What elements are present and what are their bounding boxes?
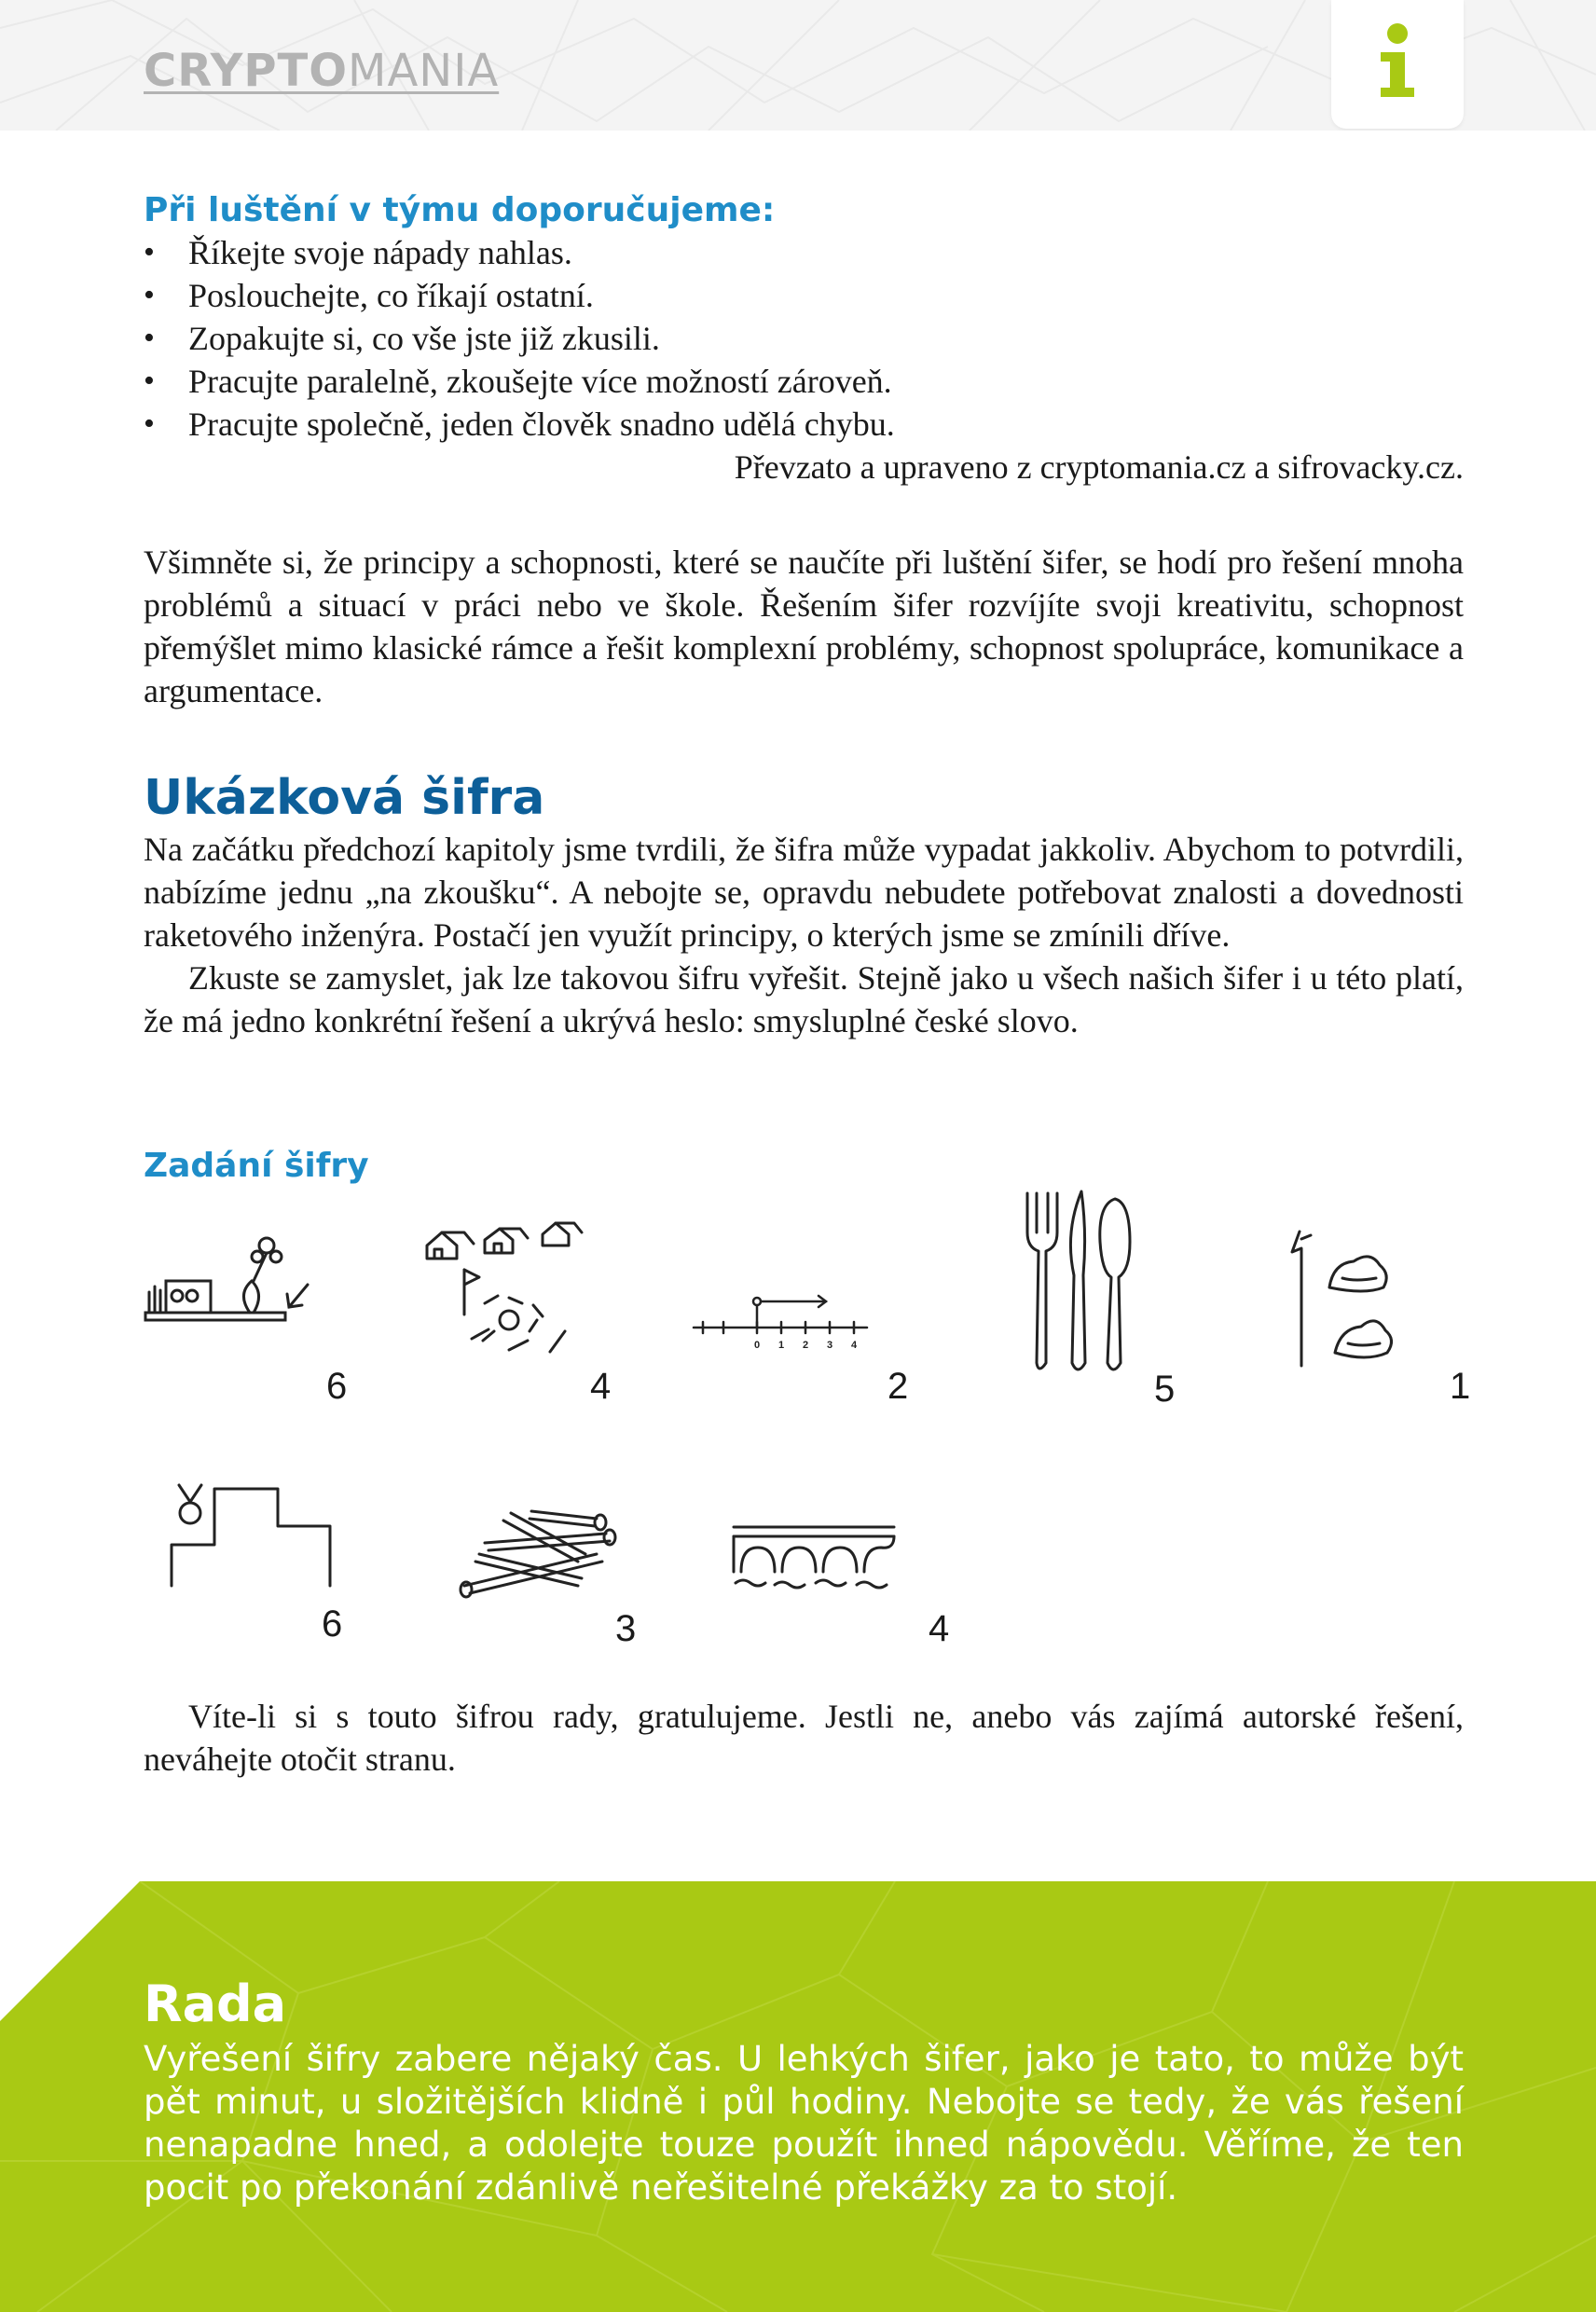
brand-logo-light: MANIA bbox=[348, 45, 500, 97]
hats-and-coat-rack-icon bbox=[1286, 1226, 1417, 1384]
list-item: • Říkejte svoje nápady nahlas. bbox=[144, 231, 1464, 274]
shelf-with-vase-icon bbox=[140, 1229, 326, 1331]
closing-section bbox=[144, 1695, 1464, 1781]
puzzle-item-1 bbox=[140, 1229, 326, 1336]
wood-pile-icon bbox=[457, 1496, 625, 1599]
puzzle-number-7: 3 bbox=[615, 1608, 637, 1649]
puzzle-item-5 bbox=[1286, 1226, 1417, 1389]
sample-section bbox=[144, 770, 1464, 1042]
puzzle-item-4 bbox=[1016, 1186, 1137, 1386]
scale-label-2: 2 bbox=[802, 1340, 809, 1351]
scale-label-0: 0 bbox=[753, 1340, 761, 1351]
bridge-over-water-icon bbox=[730, 1520, 898, 1594]
puzzle-number-6: 6 bbox=[322, 1603, 343, 1645]
intro-paragraph: Všimněte si, že principy a schopnosti, které se naučíte při luštění šifer, se hodí pro řešení mnoha problémů a situací v práci nebo ve škole. Řešením šifer rozvíjíte svoji kreativitu, schopnost přemýšlet mimo klasické rámce a řešit komplexní problémy, schopnost spolupráce, komunikace a argumentace. bbox=[144, 544, 1464, 709]
puzzle-number-8: 4 bbox=[929, 1608, 950, 1649]
brand-logo bbox=[144, 45, 499, 97]
page-header bbox=[0, 0, 1596, 131]
scale-label-3: 3 bbox=[826, 1340, 833, 1351]
puzzle-number-3: 2 bbox=[887, 1366, 909, 1407]
section-title: Ukázková šifra bbox=[144, 770, 545, 826]
puzzle-number-1: 6 bbox=[326, 1366, 348, 1407]
medal-podium-icon bbox=[166, 1478, 343, 1590]
tips-heading: Při luštění v týmu doporučujeme: bbox=[144, 191, 776, 229]
info-icon bbox=[1373, 22, 1422, 99]
scale-label-1: 1 bbox=[777, 1340, 785, 1351]
puzzle-item-6 bbox=[166, 1478, 343, 1594]
closing-paragraph: Víte-li si s touto šifrou rady, gratulujeme. Jestli ne, anebo vás zajímá autorské řešení, neváhejte otočit stranu. bbox=[144, 1698, 1464, 1778]
houses-and-campfire-icon bbox=[420, 1212, 606, 1370]
puzzle-heading: Zadání šifry bbox=[144, 1147, 369, 1185]
info-tab bbox=[1331, 0, 1464, 129]
brand-logo-bold: CRYPTO bbox=[144, 45, 349, 97]
number-line-icon bbox=[690, 1287, 876, 1352]
intro-section bbox=[144, 541, 1464, 712]
puzzle-number-4: 5 bbox=[1154, 1369, 1176, 1410]
hint-title: Rada bbox=[144, 1975, 287, 2033]
list-item: • Poslouchejte, co říkají ostatní. bbox=[144, 274, 1464, 317]
hint-text: Vyřešení šifry zabere nějaký čas. U lehkých šifer, jako je tato, to může být pět minut, u složitějších klidně i půl hodiny. Nebojte se tedy, že vás řešení nenapadne hned, a odolejte touze použít ihned nápovědu. Věříme, že ten pocit po překonání zdánlivě neřešitelné překážky za to stojí. bbox=[144, 2039, 1464, 2208]
tips-list bbox=[144, 231, 1464, 446]
puzzle-item-2 bbox=[420, 1212, 606, 1375]
sample-paragraph-1: Na začátku předchozí kapitoly jsme tvrdili, že šifra může vypadat jakkoliv. Abychom to potvrdili, nabízíme jednu „na zkoušku“. A nebojte se, opravdu nebudete potřebovat znalosti a dovednosti raketového inženýra. Postačí jen využít principy, o kterých jsme se zmínili dříve. bbox=[144, 831, 1464, 954]
puzzle-heading-wrap bbox=[144, 1147, 1464, 1185]
sample-paragraph-2: Zkuste se zamyslet, jak lze takovou šifru vyřešit. Stejně jako u všech našich šifer i u této platí, že má jedno konkrétní řešení a ukrývá heslo: smysluplné české slovo. bbox=[144, 959, 1464, 1039]
cutlery-icon bbox=[1016, 1186, 1137, 1382]
list-item: • Zopakujte si, co vše jste již zkusili. bbox=[144, 317, 1464, 360]
puzzle-number-2: 4 bbox=[590, 1366, 612, 1407]
scale-label-4: 4 bbox=[850, 1340, 858, 1351]
puzzle-item-3 bbox=[690, 1287, 876, 1356]
puzzle-number-5: 1 bbox=[1450, 1366, 1471, 1407]
puzzle-item-7 bbox=[457, 1496, 625, 1603]
list-item: • Pracujte společně, jeden člověk snadno udělá chybu. bbox=[144, 403, 1464, 446]
tips-section bbox=[144, 191, 1464, 489]
list-item: • Pracujte paralelně, zkoušejte více možností zároveň. bbox=[144, 360, 1464, 403]
puzzle-item-8 bbox=[730, 1520, 898, 1599]
source-credit: Převzato a upraveno z cryptomania.cz a sifrovacky.cz. bbox=[734, 448, 1464, 486]
